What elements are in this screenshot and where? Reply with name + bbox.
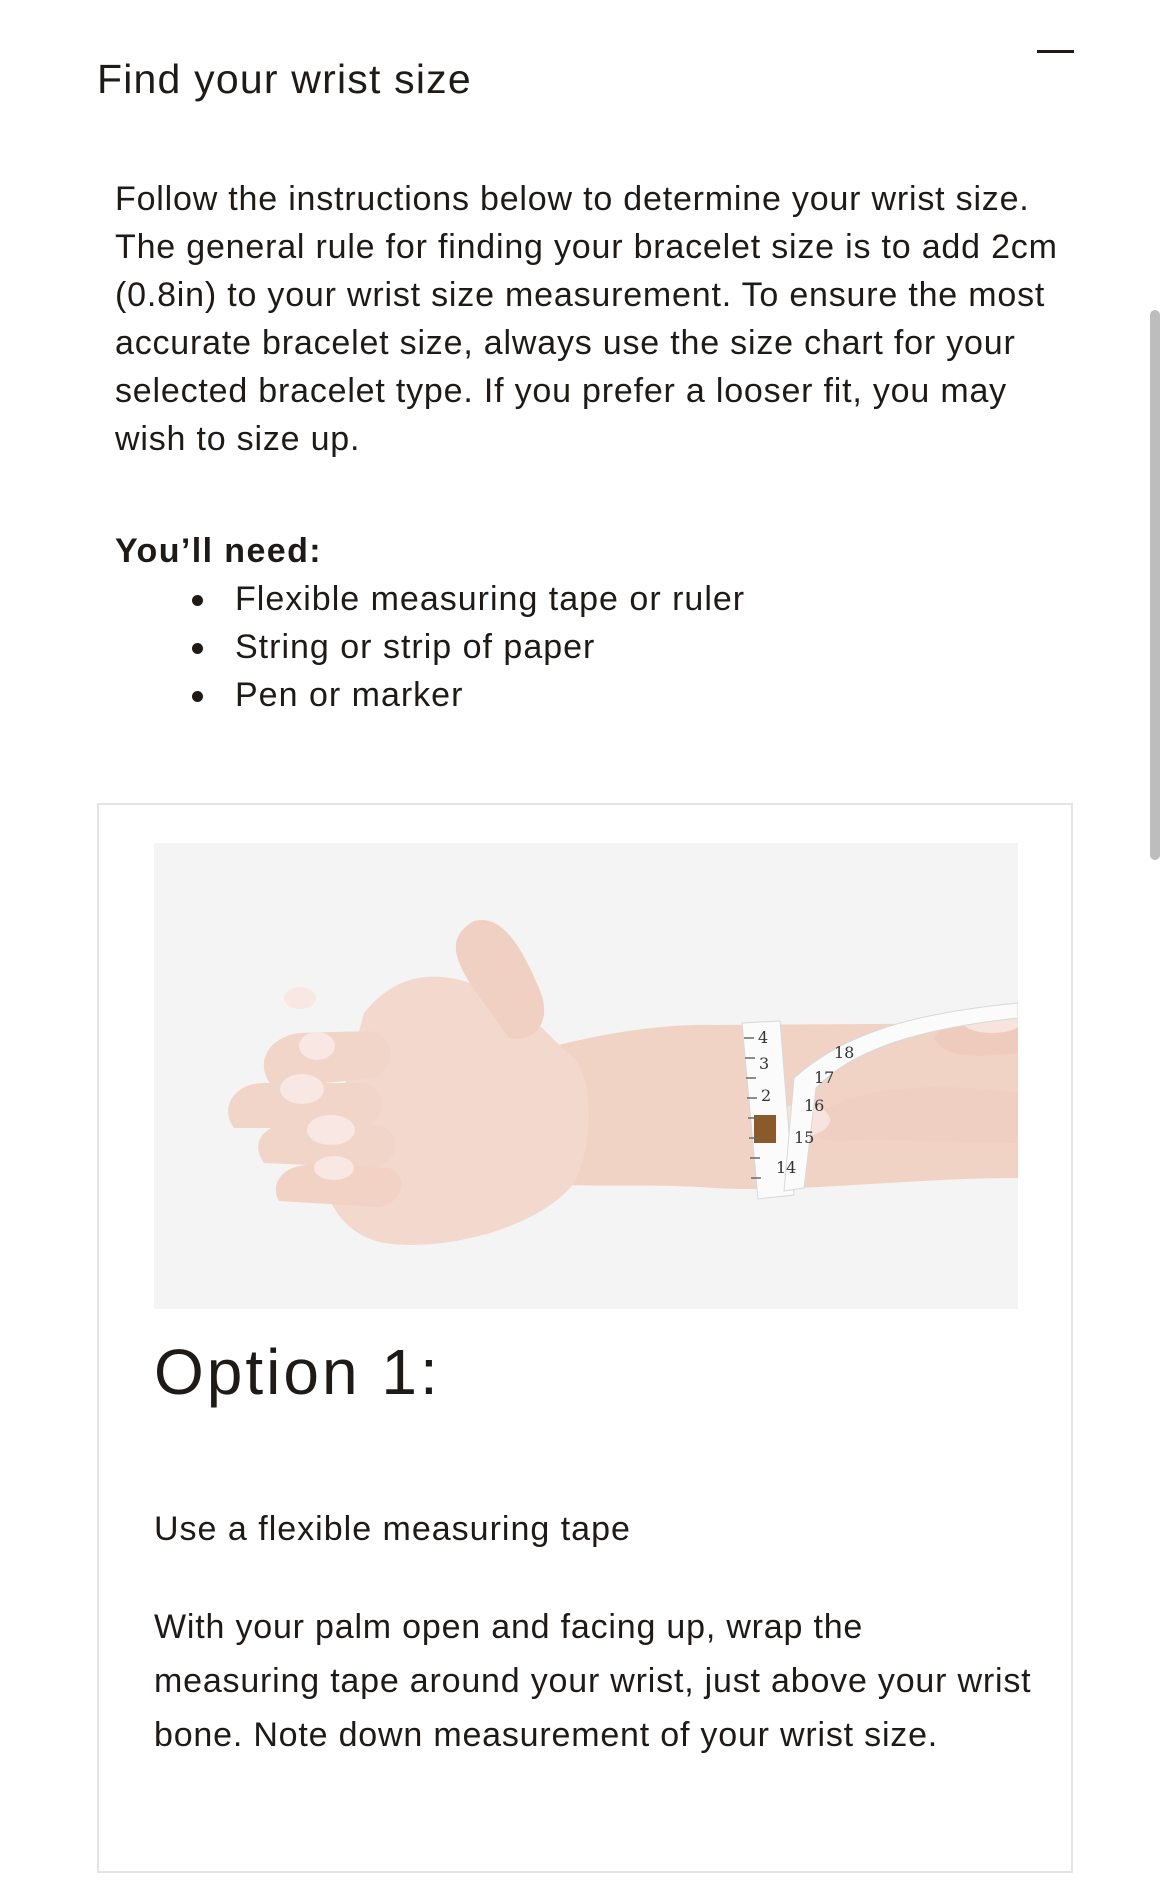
tape-number: 3: [759, 1054, 770, 1073]
tape-number: 17: [814, 1068, 835, 1087]
intro-paragraph: Follow the instructions below to determine your wrist size. The general rule for finding your bracelet size is to add 2cm (0.8in) to your wrist size measurement. To ensure the most accurate bracelet size, always use the size chart for your selected bracelet type. If you prefer a looser fit, you may wish to size up.: [115, 180, 1058, 458]
needs-list-item: [180, 623, 745, 671]
needs-item-label: Pen or marker: [235, 676, 464, 714]
needs-item-label: String or strip of paper: [235, 628, 596, 666]
needs-list: [180, 575, 745, 719]
collapse-button[interactable]: [1030, 28, 1080, 74]
needs-list-item: [180, 575, 745, 623]
option-title: Option 1:: [154, 1336, 441, 1408]
option-subtitle: Use a flexible measuring tape: [154, 1510, 631, 1548]
hand-with-tape-illustration: [154, 843, 1018, 1309]
option-1-card: [97, 803, 1073, 1873]
needs-heading: You’ll need:: [115, 532, 322, 570]
tape-number: 18: [834, 1043, 855, 1062]
tape-number: 4: [758, 1028, 769, 1047]
tape-number: 15: [794, 1128, 815, 1147]
tape-number: 14: [776, 1158, 797, 1177]
scrollbar-thumb[interactable]: [1150, 310, 1160, 860]
minus-icon: [1037, 50, 1074, 53]
tape-number: 2: [761, 1086, 772, 1105]
bullet-icon: [192, 643, 203, 654]
needs-item-label: Flexible measuring tape or ruler: [235, 580, 746, 618]
tape-number: 16: [804, 1096, 825, 1115]
option-instructions: With your palm open and facing up, wrap the measuring tape around your wrist, just above your wrist bone. Note down measurement of your wrist size.: [154, 1608, 1032, 1754]
wrist-measuring-image: [154, 843, 1018, 1309]
accordion-title: Find your wrist size: [97, 56, 472, 103]
bullet-icon: [192, 595, 203, 606]
bullet-icon: [192, 691, 203, 702]
needs-list-item: [180, 671, 745, 719]
accordion-header[interactable]: [0, 0, 1170, 103]
